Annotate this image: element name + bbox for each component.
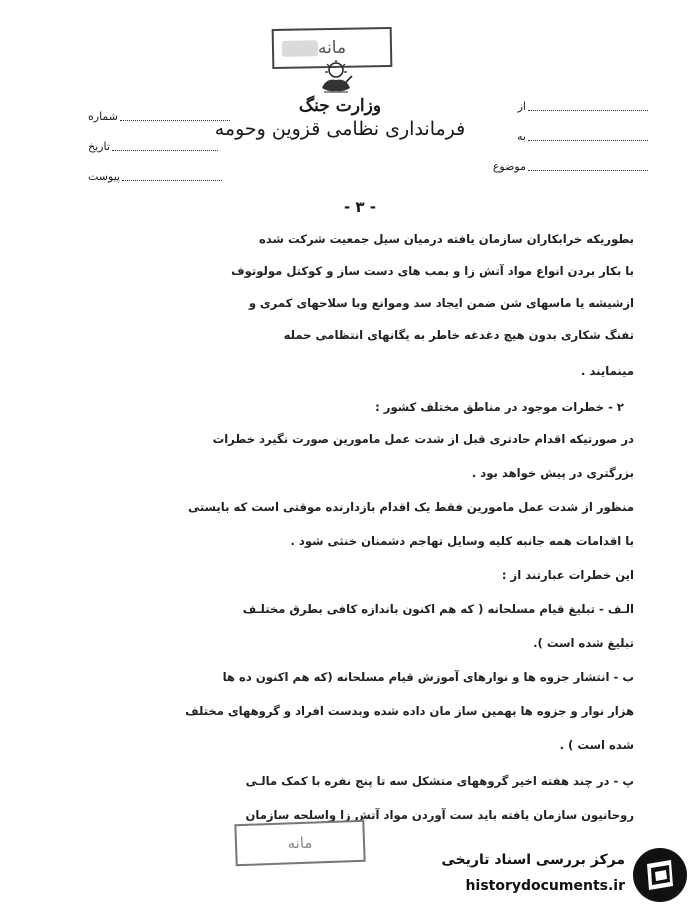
subject-field bbox=[493, 160, 648, 173]
attachment-label: پیوست bbox=[88, 170, 121, 183]
section-heading: ۲ - خطرات موجود در مناطق مختلف کشور : bbox=[375, 400, 624, 414]
lion-and-sun-emblem-icon bbox=[316, 58, 356, 98]
number-label: شماره bbox=[88, 110, 119, 123]
body-line: شده است ) . bbox=[559, 738, 634, 752]
stamp-smudge bbox=[282, 40, 318, 57]
body-line: پ - در چند هفته اخیر گروههای متشکل سه تا پنج نفره با کمک مالـی bbox=[245, 774, 634, 788]
page-number: - ۳ - bbox=[343, 198, 377, 216]
body-line: ازشیشه یا ماسهای شن ضمن ایجاد سد وموانع وبا سلاحهای کمری و bbox=[248, 296, 634, 310]
governorate-title: فرمانداری نظامی قزوین وحومه bbox=[214, 118, 466, 140]
body-line: ب - انتشار جزوه ها و نوارهای آموزش قیام مسلحانه (که هم اکنون ده ها bbox=[222, 670, 634, 684]
top-stamp-text: مانه bbox=[317, 37, 347, 59]
archive-logo-icon bbox=[631, 846, 689, 904]
body-line: با اقدامات همه جانبه کلیه وسایل تهاجم دشمنان خنثی شود . bbox=[290, 534, 634, 548]
subject-dots bbox=[528, 162, 648, 171]
attachment-field bbox=[88, 170, 222, 183]
body-line: بطوریکه خرابکاران سازمان یافته درمیان سیل جمعیت شرکت شده bbox=[259, 232, 634, 246]
to-dots bbox=[528, 132, 648, 141]
to-label: به bbox=[517, 130, 526, 143]
body-line: تبلیغ شده است ). bbox=[533, 636, 634, 650]
date-dots bbox=[112, 142, 218, 151]
body-line: در صورتیکه اقدام حادتری قبل از شدت عمل مامورین صورت نگیرد خطرات bbox=[212, 432, 634, 446]
attachment-dots bbox=[122, 172, 222, 181]
archive-url[interactable]: historydocuments.ir bbox=[465, 878, 625, 894]
body-line: روحانیون سازمان یافته باید ست آوردن مواد آتش زا واسلحه سازمان bbox=[245, 808, 634, 822]
body-line: منظور از شدت عمل مامورین فقط یک اقدام بازدارنده موقتی است که بایستی bbox=[188, 500, 634, 514]
body-line: این خطرات عبارتند از : bbox=[501, 568, 634, 582]
body-line: مینمایند . bbox=[581, 364, 634, 378]
bottom-stamp bbox=[234, 820, 365, 867]
body-line: تفنگ شکاری بدون هیچ دغدغه خاطر به یگانهای انتظامی حمله bbox=[283, 328, 634, 342]
archive-logo bbox=[415, 842, 695, 910]
body-line: الـف - تبلیغ قیام مسلحانه ( که هم اکنون باندازه کافی بطرق مختلـف bbox=[242, 602, 634, 616]
number-dots bbox=[120, 112, 230, 121]
ministry-title: وزارت جنگ bbox=[298, 96, 382, 116]
to-field bbox=[517, 130, 648, 143]
from-field bbox=[518, 100, 648, 113]
body-line: بزرگتری در پیش خواهد بود . bbox=[471, 466, 634, 480]
subject-label: موضوع bbox=[492, 160, 526, 173]
from-dots bbox=[528, 102, 648, 111]
date-label: تاریخ bbox=[88, 140, 110, 153]
bottom-stamp-text: مانه bbox=[287, 833, 313, 853]
number-field bbox=[88, 110, 230, 123]
body-line: هزار نوار و جزوه ها بهمین ساز مان داده شده وبدست افراد و گروههای مختلف bbox=[185, 704, 634, 718]
from-label: از bbox=[517, 100, 526, 113]
body-line: با بکار بردن انواع مواد آتش زا و بمب های دست ساز و کوکتل مولوتوف bbox=[231, 264, 634, 278]
archive-name: مرکز بررسی اسناد تاریخی bbox=[441, 852, 625, 868]
date-field bbox=[88, 140, 218, 153]
